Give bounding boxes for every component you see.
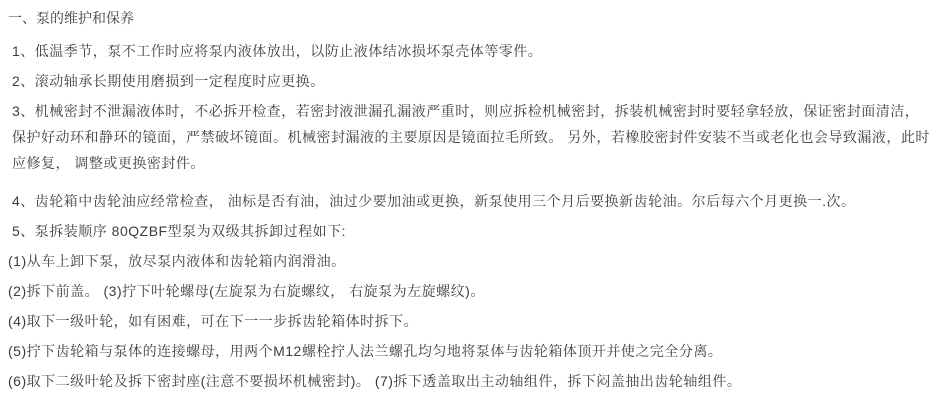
substep-5: (5)拧下齿轮箱与泵体的连接螺母，用两个M12螺栓拧人法兰螺孔均匀地将泵体与齿轮箱体顶开并使之完全分离。 — [8, 343, 723, 359]
list-item-3: 3、机械密封不泄漏液体时，不必拆开检查，若密封液泄漏孔漏液严重时，则应拆检机械密封，拆装机械密封时要轻拿轻放，保证密封面清洁， 保护好动环和静环的镜面，严禁破坏镜面。机械密封漏液的主要原因是镜面拉毛所致。 另外，若橡胶密封件安装不当或老化也会导致漏液，此时应修复， 调整或更换密封件。 — [12, 103, 930, 171]
list-item-5: 5、泵拆装顺序 80QZBF型泵为双级其拆卸过程如下: — [12, 223, 346, 239]
list-item-4: 4、齿轮箱中齿轮油应经常检查， 油标是否有油，油过少要加油或更换，新泵使用三个月后要换新齿轮油。尔后每六个月更换一.次。 — [12, 193, 856, 209]
substep-2-3: (2)拆下前盖。 (3)拧下叶轮螺母(左旋泵为右旋螺纹， 右旋泵为左旋螺纹)。 — [8, 283, 485, 299]
document-title: 一、泵的维护和保养 — [8, 10, 134, 26]
substep-6-7: (6)取下二级叶轮及拆下密封座(注意不要损坏机械密封)。 (7)拆下透盖取出主动轴组件，拆下闷盖抽出齿轮轴组件。 — [8, 373, 742, 389]
substep-1: (1)从车上卸下泵，放尽泵内液体和齿轮箱内润滑油。 — [8, 253, 346, 269]
list-item-1: 1、低温季节，泵不工作时应将泵内液体放出，以防止液体结冰损坏泵壳体等零件。 — [12, 43, 543, 59]
substep-4: (4)取下一级叶轮，如有困难，可在下一一步拆齿轮箱体时拆下。 — [8, 313, 419, 329]
list-item-2: 2、滚动轴承长期使用磨损到一定程度时应更换。 — [12, 73, 325, 89]
